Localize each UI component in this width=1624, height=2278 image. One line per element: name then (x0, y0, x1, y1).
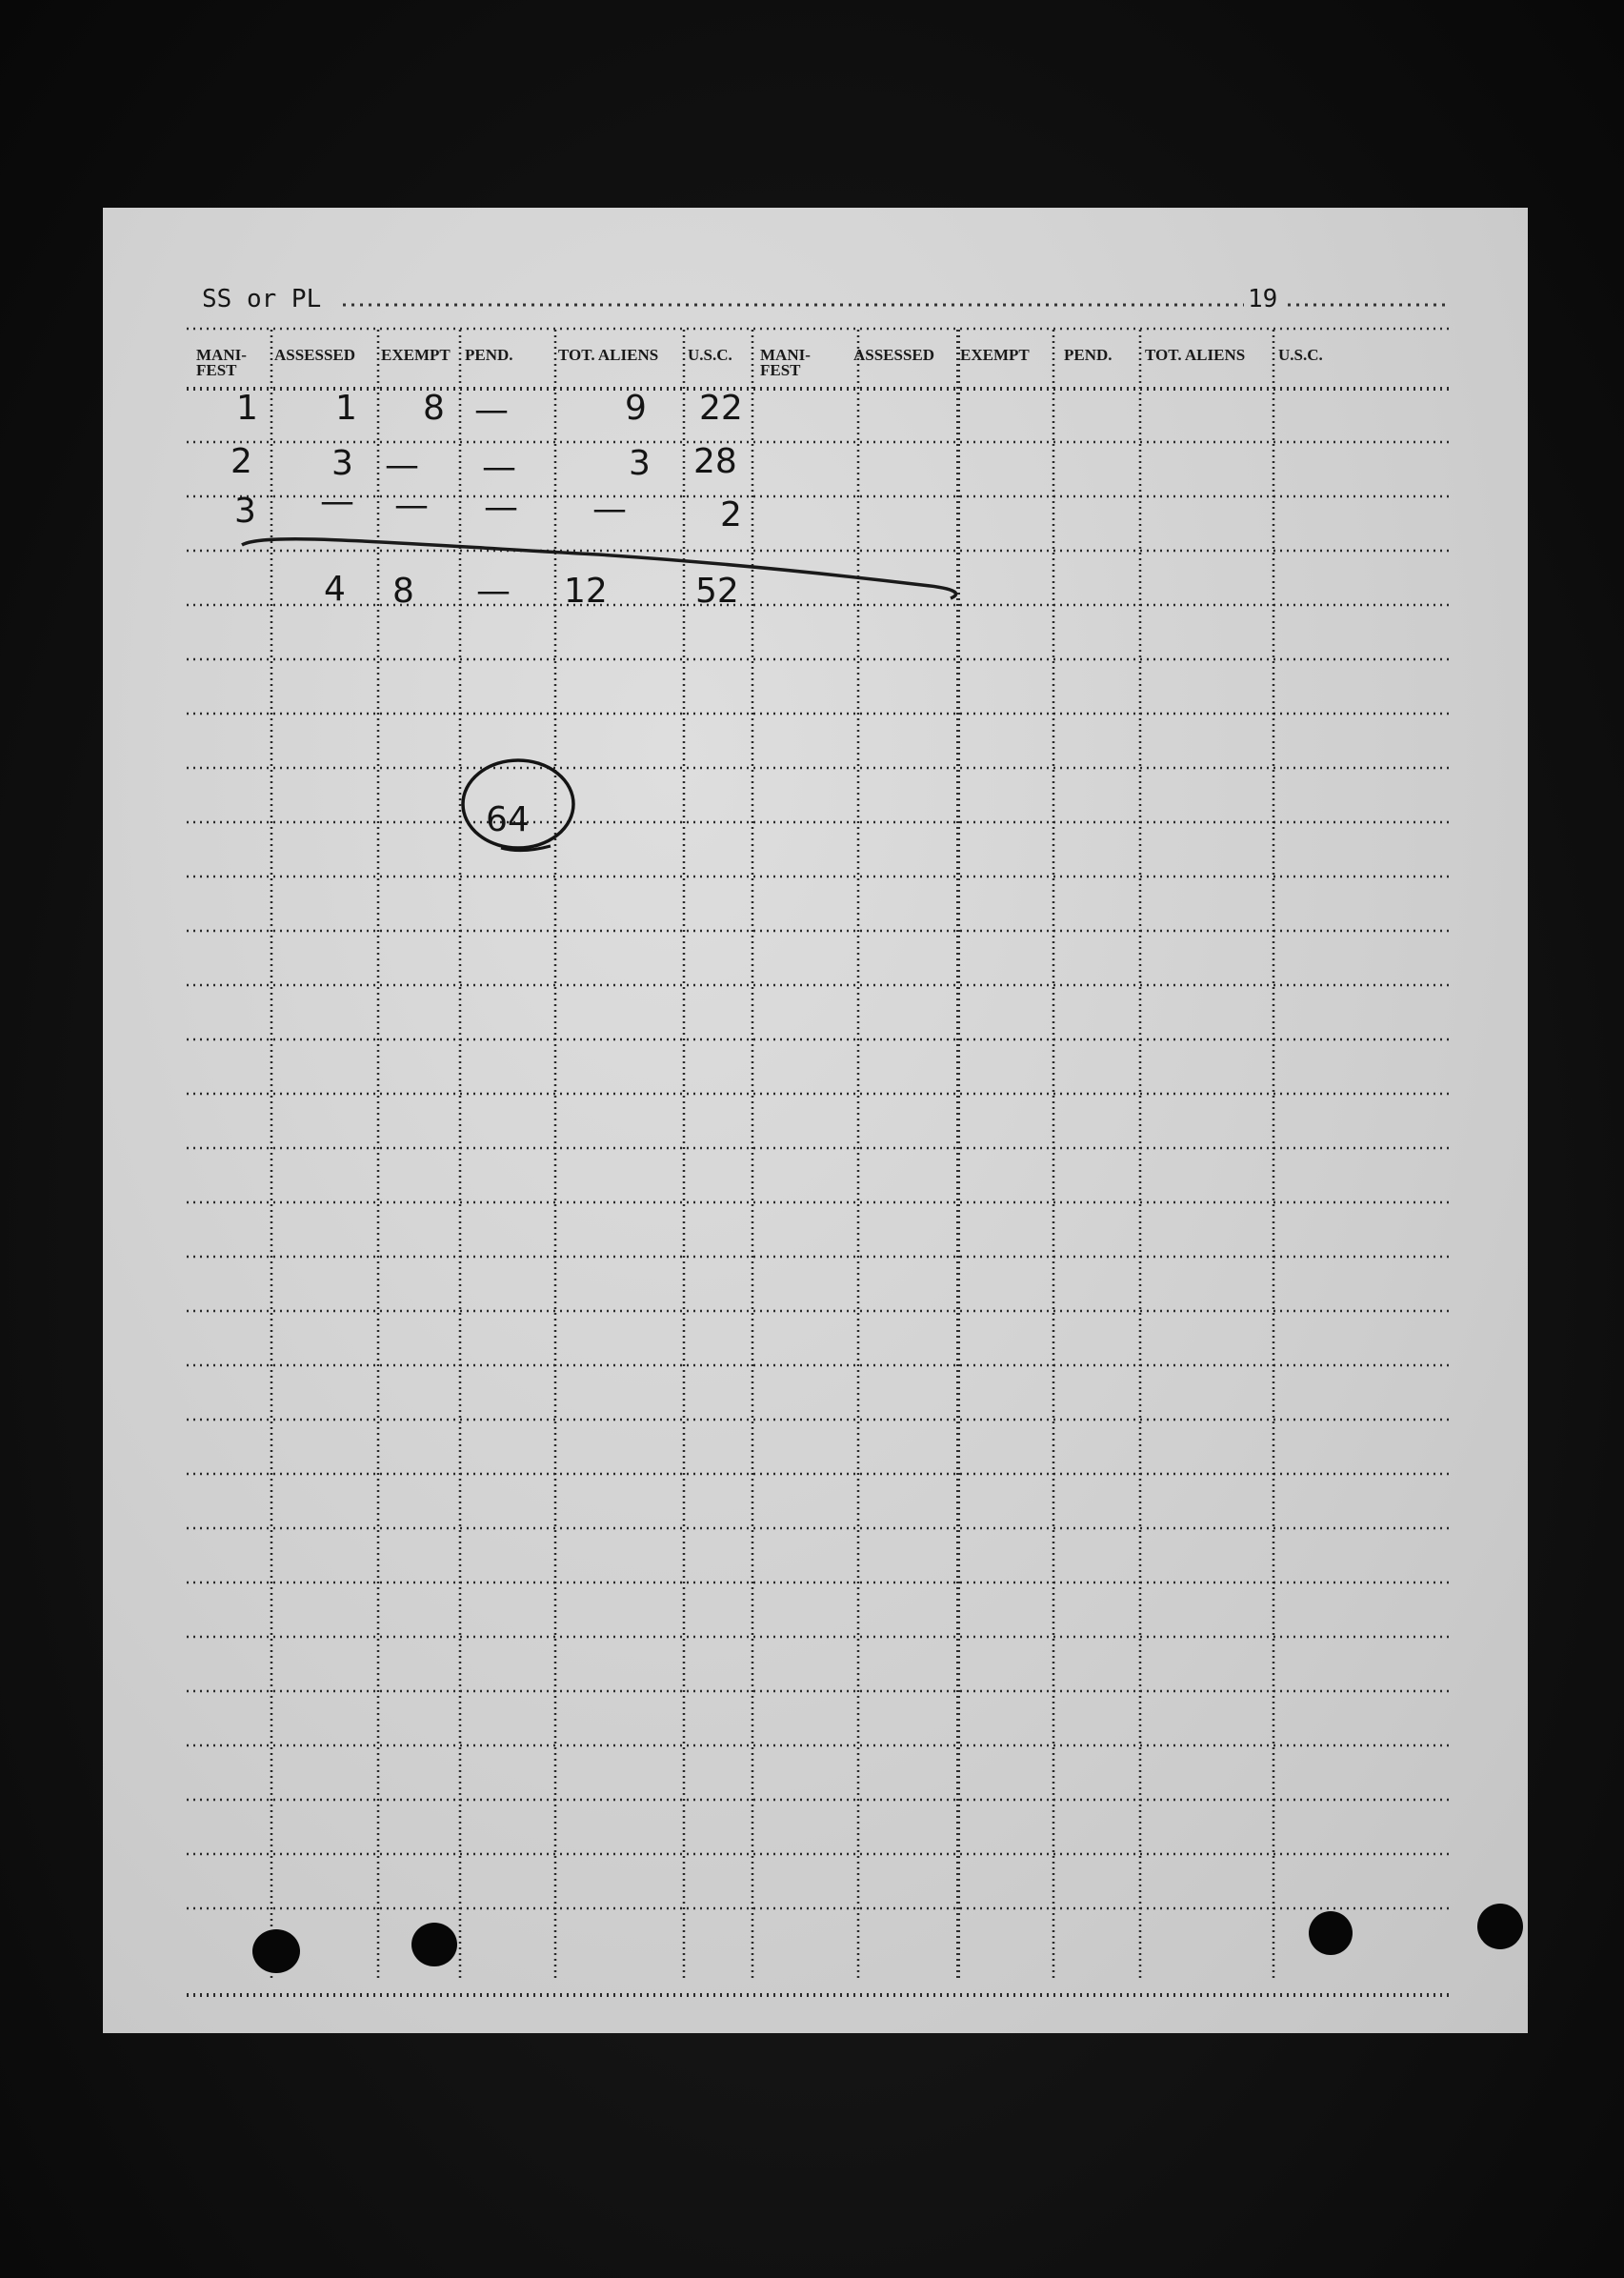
grid-lines (187, 329, 1454, 1995)
column-header: MANI- (196, 346, 247, 364)
entry-assessed: — (320, 482, 354, 521)
entry-assessed: 1 (335, 389, 357, 428)
entry-pend: — (482, 448, 516, 487)
entry-assessed: 3 (331, 444, 353, 483)
column-header: FEST (760, 361, 801, 379)
entry-tot-aliens: — (592, 490, 627, 529)
circled-total (463, 760, 573, 851)
entry-row (231, 442, 737, 487)
column-header: FEST (196, 361, 237, 379)
entry-pend: — (474, 391, 509, 430)
column-headers (196, 346, 1323, 379)
entry-usc: 28 (693, 442, 737, 481)
column-header: PEND. (465, 346, 513, 364)
entry-usc: 2 (720, 495, 742, 534)
binder-hole (411, 1923, 457, 1966)
column-header: PEND. (1064, 346, 1113, 364)
totals-row (324, 570, 739, 611)
column-header: TOT. ALIENS (558, 346, 659, 364)
entry-manifest: 3 (234, 492, 256, 531)
total-usc: 52 (695, 572, 739, 611)
year-label: 19 (1248, 285, 1278, 313)
binder-hole (252, 1929, 300, 1973)
total-exempt: 8 (392, 572, 414, 611)
column-header: EXEMPT (381, 346, 451, 364)
entry-tot-aliens: 9 (625, 389, 647, 428)
ledger-sheet (103, 208, 1528, 2033)
column-header: TOT. ALIENS (1145, 346, 1246, 364)
column-header: ASSESSED (853, 346, 935, 364)
entry-pend: — (484, 488, 518, 527)
column-header: MANI- (760, 346, 811, 364)
entry-exempt: — (394, 486, 429, 525)
total-pend: — (476, 572, 511, 611)
column-header: U.S.C. (688, 346, 732, 364)
binder-hole (1477, 1904, 1523, 1949)
total-assessed: 4 (324, 570, 346, 609)
column-header: ASSESSED (274, 346, 356, 364)
ledger-grid (103, 208, 1528, 2033)
entry-row (234, 482, 742, 534)
circled-total-value: 64 (486, 800, 530, 839)
entry-manifest: 1 (236, 389, 258, 428)
total-tot-aliens: 12 (564, 572, 608, 611)
entry-usc: 22 (699, 389, 743, 428)
entry-row (236, 389, 743, 430)
entry-manifest: 2 (231, 442, 252, 481)
column-header: U.S.C. (1278, 346, 1323, 364)
entry-exempt: — (385, 446, 419, 485)
entry-tot-aliens: 3 (629, 444, 651, 483)
entry-exempt: 8 (423, 389, 445, 428)
binder-hole (1309, 1911, 1353, 1955)
vessel-label: SS or PL (202, 285, 322, 313)
column-header: EXEMPT (960, 346, 1030, 364)
